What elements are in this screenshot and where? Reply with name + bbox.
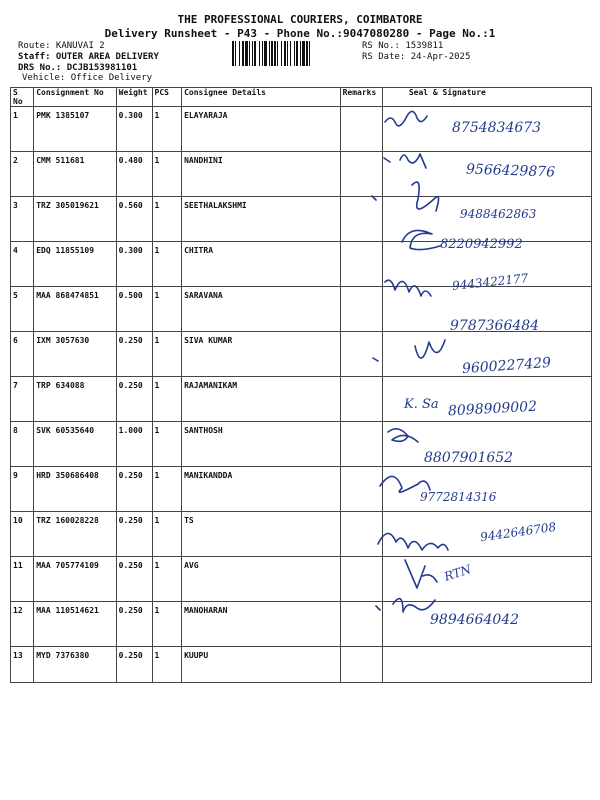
drs-number: DRS No.: DCJB153981101 <box>18 63 138 73</box>
handwritten-phone-10: 9772814316 <box>420 490 497 504</box>
table-row <box>11 647 592 683</box>
cell-consignment: TRZ 160028228 <box>34 512 116 557</box>
cell-signature <box>382 467 591 512</box>
handwritten-name-1: K. Sa <box>404 397 439 412</box>
cell-pcs: 1 <box>152 197 182 242</box>
table-row <box>11 467 592 512</box>
cell-weight: 0.250 <box>116 557 152 602</box>
cell-remarks <box>340 332 382 377</box>
cell-remarks <box>340 107 382 152</box>
cell-remarks <box>340 467 382 512</box>
cell-weight: 0.250 <box>116 467 152 512</box>
cell-consignment: EDQ 11855109 <box>34 242 116 287</box>
cell-sno: 7 <box>11 377 34 422</box>
staff-label: Staff: OUTER AREA DELIVERY <box>18 52 159 62</box>
cell-consignee: NANDHINI <box>182 152 340 197</box>
cell-remarks <box>340 512 382 557</box>
handwritten-phone-4: 8220942992 <box>440 237 523 252</box>
route-label: Route: KANUVAI 2 <box>18 41 105 51</box>
cell-remarks <box>340 557 382 602</box>
runsheet-subtitle: Delivery Runsheet - P43 - Phone No.:9047080280 - Page No.:1 <box>104 27 496 40</box>
cell-consignment: PMK 1385107 <box>34 107 116 152</box>
cell-weight: 0.500 <box>116 287 152 332</box>
cell-consignee: RAJAMANIKAM <box>182 377 340 422</box>
cell-consignee: KUUPU <box>182 647 340 683</box>
table-row <box>11 557 592 602</box>
cell-consignee: AVG <box>182 557 340 602</box>
cell-weight: 0.250 <box>116 377 152 422</box>
cell-consignment: TRP 634088 <box>34 377 116 422</box>
cell-consignment: MAA 705774109 <box>34 557 116 602</box>
cell-pcs: 1 <box>152 107 182 152</box>
cell-sno: 12 <box>11 602 34 647</box>
cell-sno: 4 <box>11 242 34 287</box>
handwritten-phone-1: 8754834673 <box>452 120 542 136</box>
cell-sno: 8 <box>11 422 34 467</box>
col-header-signature: Seal & Signature <box>382 88 591 107</box>
barcode-graphic <box>232 41 356 66</box>
cell-remarks <box>340 647 382 683</box>
cell-consignment: TRZ 305019621 <box>34 197 116 242</box>
cell-consignee: SEETHALAKSHMI <box>182 197 340 242</box>
cell-pcs: 1 <box>152 287 182 332</box>
cell-pcs: 1 <box>152 557 182 602</box>
handwritten-phone-2: 9566429876 <box>465 161 556 181</box>
cell-pcs: 1 <box>152 647 182 683</box>
cell-sno: 2 <box>11 152 34 197</box>
handwritten-phone-7: 9600227429 <box>461 354 552 378</box>
cell-remarks <box>340 197 382 242</box>
cell-consignment: IXM 3057630 <box>34 332 116 377</box>
cell-remarks <box>340 377 382 422</box>
rs-number: RS No.: 1539811 <box>362 41 444 51</box>
cell-consignee: SARAVANA <box>182 287 340 332</box>
cell-consignee: SIVA KUMAR <box>182 332 340 377</box>
col-header-weight: Weight <box>116 88 152 107</box>
cell-pcs: 1 <box>152 242 182 287</box>
handwritten-phone-6: 9787366484 <box>450 318 540 334</box>
cell-consignment: MAA 868474851 <box>34 287 116 332</box>
col-header-pcs: PCS <box>152 88 182 107</box>
vehicle-label: Vehicle: Office Delivery <box>22 73 153 83</box>
cell-sno: 5 <box>11 287 34 332</box>
cell-weight: 0.560 <box>116 197 152 242</box>
cell-sno: 3 <box>11 197 34 242</box>
cell-signature <box>382 557 591 602</box>
cell-weight: 0.250 <box>116 602 152 647</box>
cell-consignee: ELAYARAJA <box>182 107 340 152</box>
cell-pcs: 1 <box>152 152 182 197</box>
cell-weight: 0.250 <box>116 512 152 557</box>
col-header-consignee: Consignee Details <box>182 88 340 107</box>
cell-consignee: MANIKANDDA <box>182 467 340 512</box>
cell-consignment: SVK 60535640 <box>34 422 116 467</box>
cell-remarks <box>340 287 382 332</box>
cell-signature <box>382 647 591 683</box>
rs-date: RS Date: 24-Apr-2025 <box>362 52 471 62</box>
cell-sno: 9 <box>11 467 34 512</box>
handwritten-name-2: RTN <box>442 562 473 584</box>
cell-pcs: 1 <box>152 467 182 512</box>
cell-pcs: 1 <box>152 512 182 557</box>
cell-consignment: CMM 511681 <box>34 152 116 197</box>
cell-sno: 1 <box>11 107 34 152</box>
cell-weight: 0.480 <box>116 152 152 197</box>
cell-weight: 0.250 <box>116 647 152 683</box>
company-title: THE PROFESSIONAL COURIERS, COIMBATORE <box>177 13 423 26</box>
cell-consignment: MYD 7376380 <box>34 647 116 683</box>
cell-weight: 1.000 <box>116 422 152 467</box>
cell-remarks <box>340 422 382 467</box>
col-header-sno: S No <box>11 88 34 107</box>
cell-remarks <box>340 602 382 647</box>
col-header-consignment: Consignment No <box>34 88 116 107</box>
cell-consignee: CHITRA <box>182 242 340 287</box>
handwritten-phone-5: 9443422177 <box>451 271 529 293</box>
table-header-row <box>11 88 592 107</box>
cell-consignee: TS <box>182 512 340 557</box>
cell-consignee: MANOHARAN <box>182 602 340 647</box>
cell-pcs: 1 <box>152 377 182 422</box>
cell-sno: 11 <box>11 557 34 602</box>
handwritten-phone-11: 9442646708 <box>479 519 557 545</box>
cell-sno: 13 <box>11 647 34 683</box>
cell-weight: 0.250 <box>116 332 152 377</box>
handwritten-phone-3: 9488462863 <box>460 207 537 221</box>
cell-weight: 0.300 <box>116 107 152 152</box>
cell-consignee: SANTHOSH <box>182 422 340 467</box>
cell-pcs: 1 <box>152 332 182 377</box>
cell-sno: 6 <box>11 332 34 377</box>
cell-remarks <box>340 242 382 287</box>
handwritten-phone-9: 8807901652 <box>424 450 514 466</box>
handwritten-phone-12: 9894664042 <box>430 612 520 628</box>
cell-sno: 10 <box>11 512 34 557</box>
cell-remarks <box>340 152 382 197</box>
col-header-remarks: Remarks <box>340 88 382 107</box>
cell-weight: 0.300 <box>116 242 152 287</box>
handwritten-phone-8: 8098909002 <box>447 398 538 420</box>
cell-pcs: 1 <box>152 422 182 467</box>
cell-pcs: 1 <box>152 602 182 647</box>
cell-consignment: HRD 350686408 <box>34 467 116 512</box>
cell-consignment: MAA 110514621 <box>34 602 116 647</box>
